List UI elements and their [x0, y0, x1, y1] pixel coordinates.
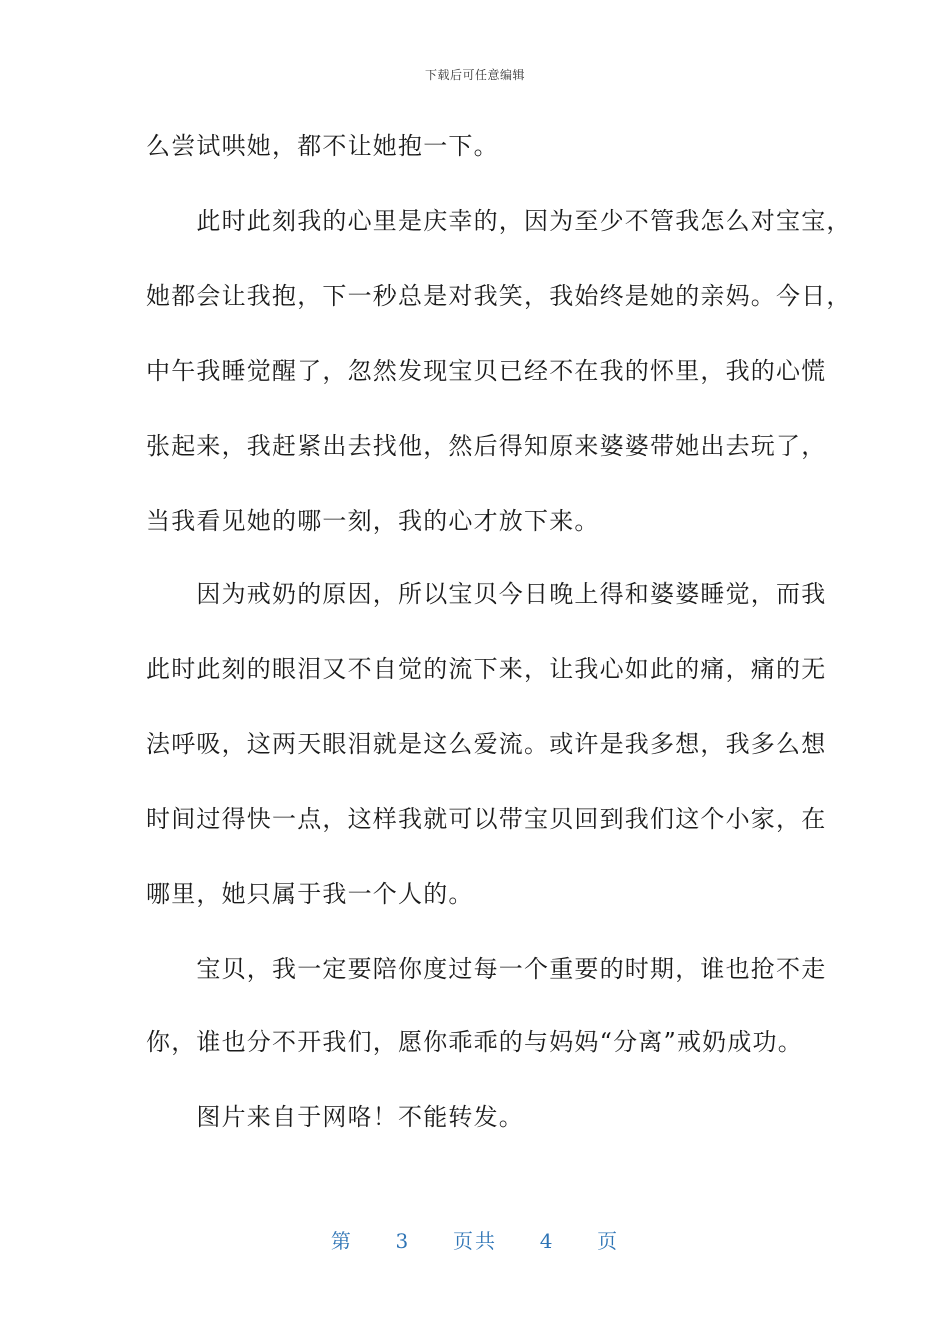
page-number-footer — [0, 1225, 950, 1254]
text-line: 么尝试哄她，都不让她抱一下。 — [146, 132, 499, 160]
text-line: 此时此刻我的心里是庆幸的，因为至少不管我怎么对宝宝， — [146, 207, 852, 235]
text-line: 中午我睡觉醒了，忽然发现宝贝已经不在我的怀里，我的心慌 — [146, 357, 827, 385]
footer-middle: 页共 — [453, 1229, 497, 1253]
text-line: 法呼吸，这两天眼泪就是这么爱流。或许是我多想，我多么想 — [146, 730, 827, 758]
text-line: 宝贝，我一定要陪你度过每一个重要的时期，谁也抢不走 — [146, 955, 827, 983]
text-line: 当我看见她的哪一刻，我的心才放下来。 — [146, 507, 600, 535]
text-line: 图片来自于网咯！不能转发。 — [146, 1103, 524, 1131]
text-line: 此时此刻的眼泪又不自觉的流下来，让我心如此的痛，痛的无 — [146, 655, 827, 683]
page-header: 下载后可任意编辑 — [424, 68, 525, 82]
footer-prefix: 第 — [330, 1229, 353, 1253]
text-line: 你，谁也分不开我们，愿你乖乖的与妈妈“分离”戒奶成功。 — [146, 1028, 803, 1056]
text-line: 她都会让我抱，下一秒总是对我笑，我始终是她的亲妈。今日， — [146, 282, 852, 310]
footer-suffix: 页 — [597, 1229, 620, 1253]
text-line: 时间过得快一点，这样我就可以带宝贝回到我们这个小家，在 — [146, 805, 827, 833]
total-pages-number: 4 — [539, 1229, 555, 1253]
text-line: 张起来，我赶紧出去找他，然后得知原来婆婆带她出去玩了， — [146, 432, 827, 460]
text-line: 因为戒奶的原因，所以宝贝今日晚上得和婆婆睡觉，而我 — [146, 580, 827, 608]
current-page-number: 3 — [395, 1229, 411, 1253]
text-line: 哪里，她只属于我一个人的。 — [146, 880, 474, 908]
